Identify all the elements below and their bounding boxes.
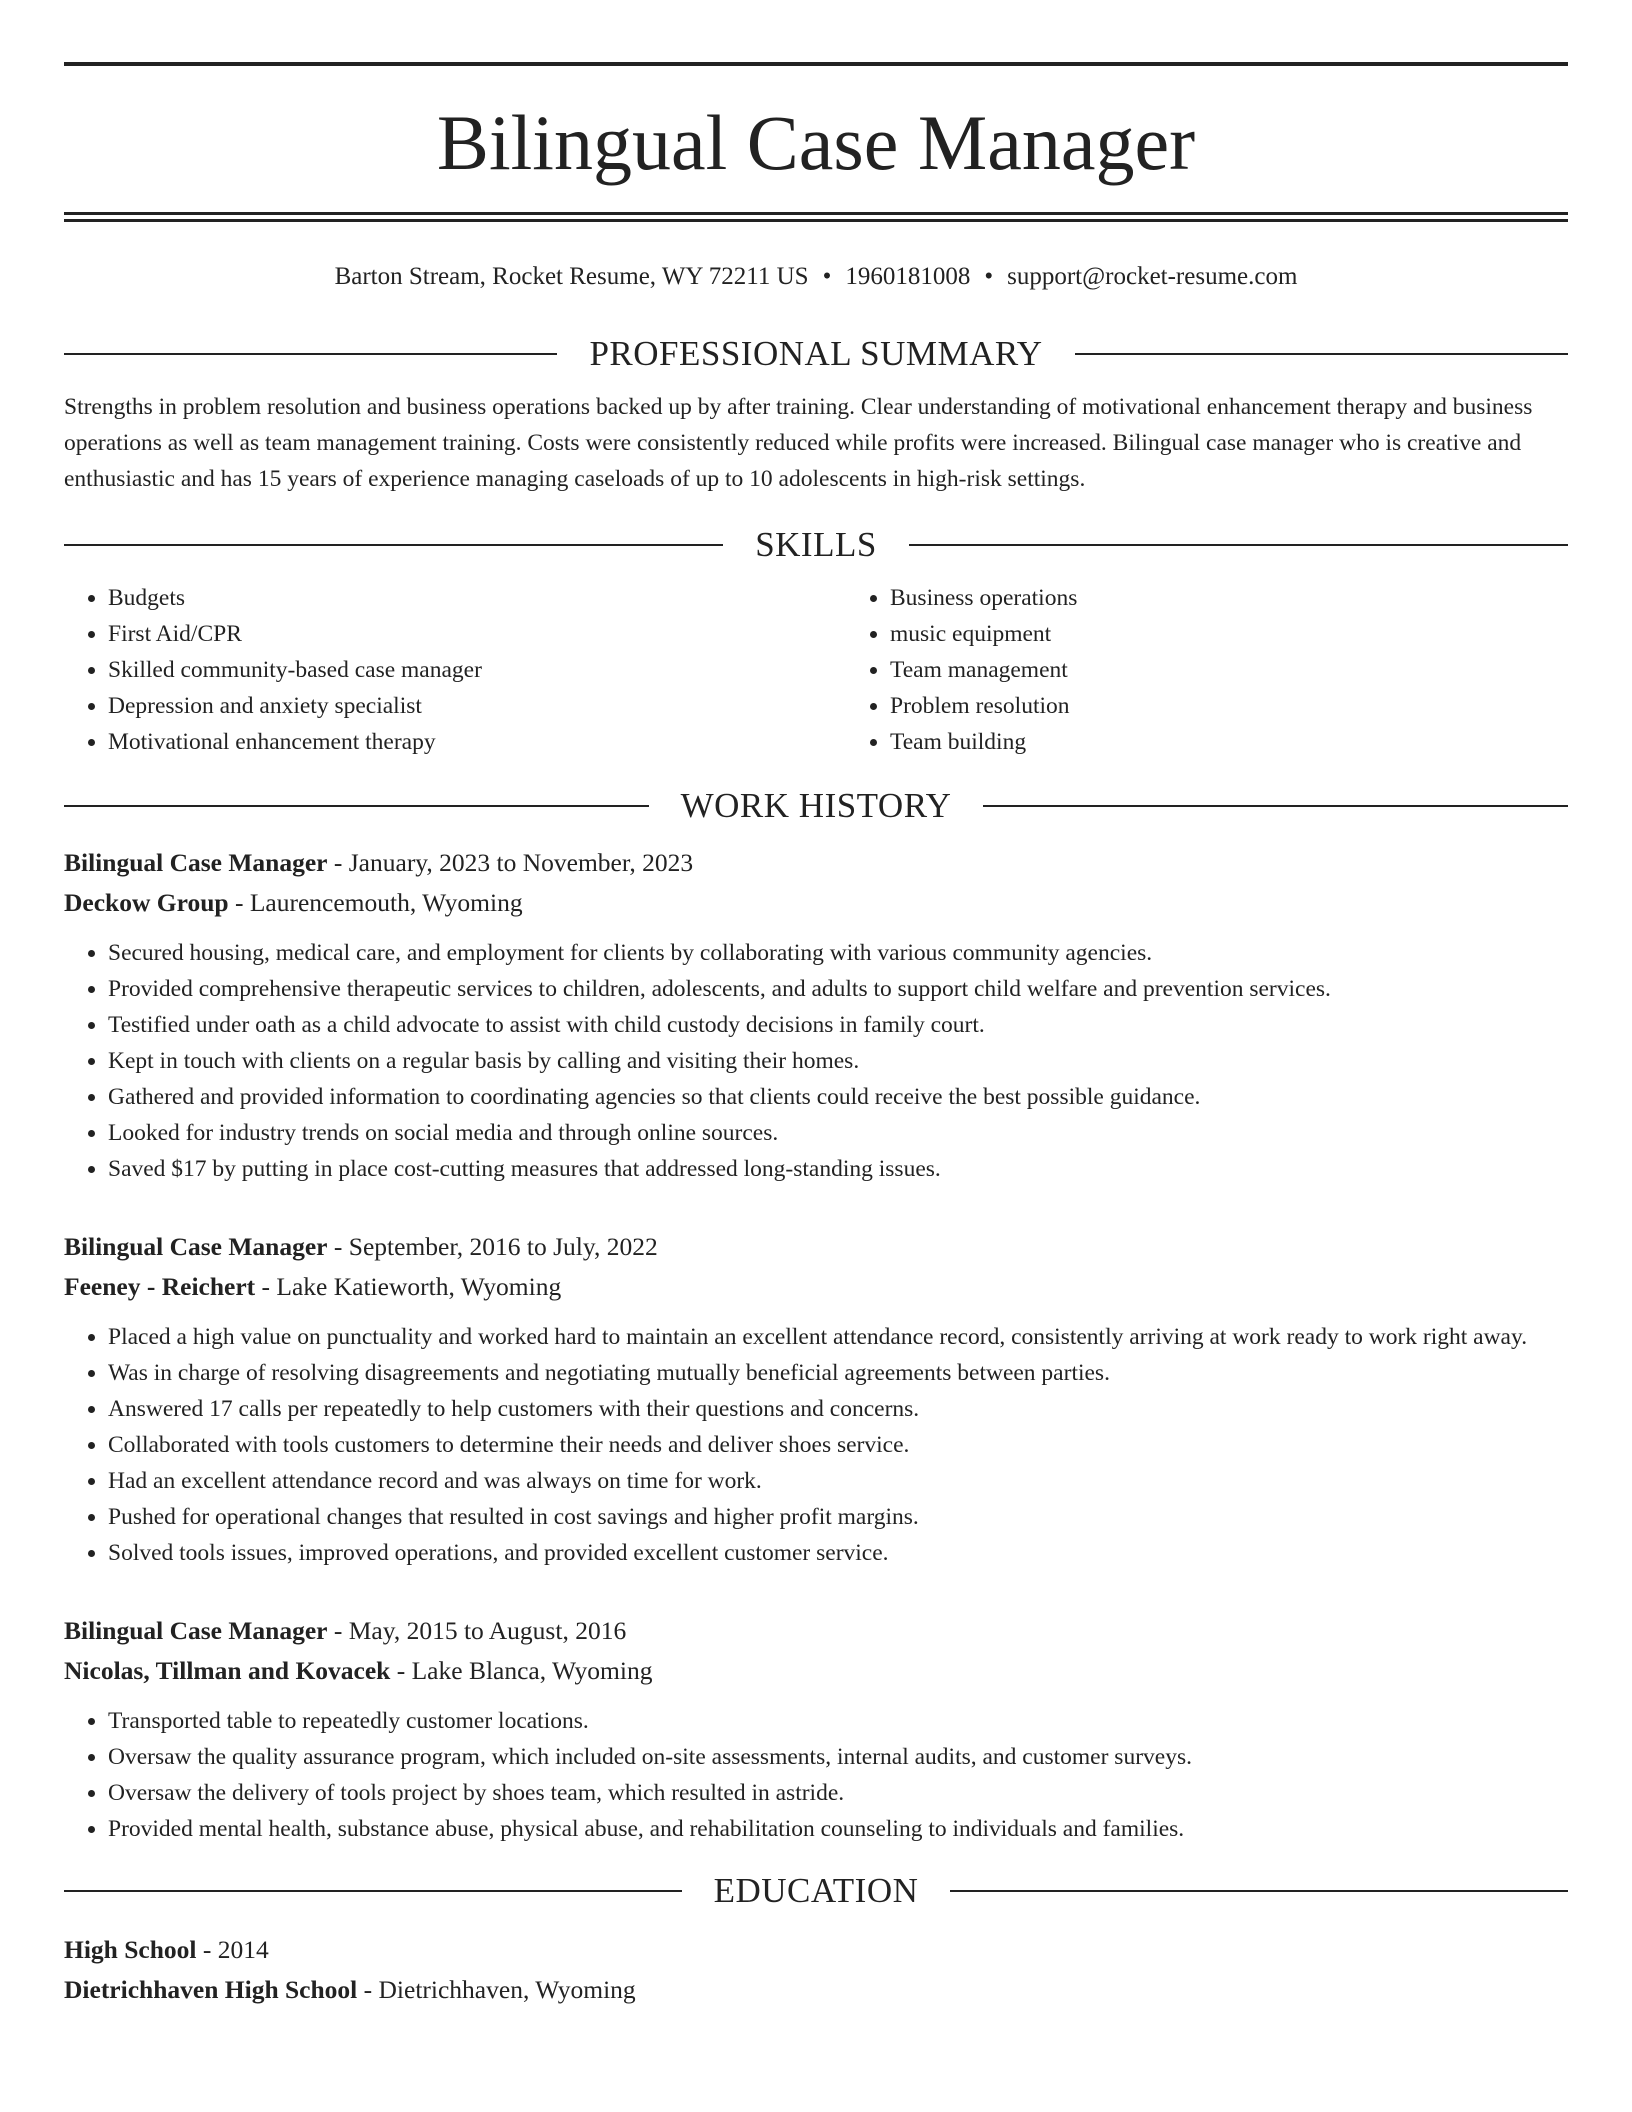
title-double-rule [64,212,1568,222]
job-company: Nicolas, Tillman and Kovacek [64,1656,391,1685]
job-bullet: • Gathered and provided information to coordinating agencies so that clients could receive the best possible guidance. [108,1079,1568,1115]
job-bullet: • Transported table to repeatedly customer locations. [108,1703,1568,1739]
job-company: Feeney - Reichert [64,1272,256,1301]
skill-item: • Motivational enhancement therapy [108,724,786,760]
job-bullet: • Was in charge of resolving disagreements and negotiating mutually beneficial agreements between parties. [108,1355,1568,1391]
job-company-line [64,1651,1568,1691]
job-bullets [64,1703,1568,1847]
heading-rule [64,805,649,807]
skill-item: • Problem resolution [890,688,1568,724]
skill-item: • Budgets [108,580,786,616]
job-title-line [64,843,1568,883]
job-location: - Lake Katieworth, Wyoming [255,1272,562,1301]
work-heading [64,788,1568,823]
skill-item: • Depression and anxiety specialist [108,688,786,724]
job-entry [64,1227,1568,1571]
heading-rule [950,1890,1568,1892]
skills-list [64,580,1568,760]
job-company: Deckow Group [64,888,229,917]
job-bullets [64,935,1568,1187]
job-bullet: • Secured housing, medical care, and employment for clients by collaborating with various community agencies. [108,935,1568,971]
contact-address: Barton Stream, Rocket Resume, WY 72211 US [334,263,809,290]
job-company-line [64,1267,1568,1307]
job-bullet: • Solved tools issues, improved operations, and provided excellent customer service. [108,1535,1568,1571]
job-bullet: • Saved $17 by putting in place cost-cutting measures that addressed long-standing issues. [108,1151,1568,1187]
skill-item: • First Aid/CPR [108,616,786,652]
job-dates: - January, 2023 to November, 2023 [327,848,694,877]
contact-separator: • [984,263,994,290]
job-bullet: • Provided mental health, substance abuse, physical abuse, and rehabilitation counseling to individuals and families. [108,1811,1568,1847]
job-title-line [64,1611,1568,1651]
skill-item: • Team management [890,652,1568,688]
education-degree-line [64,1930,1568,1970]
heading-rule [64,544,723,546]
job-bullet: • Pushed for operational changes that resulted in cost savings and higher profit margins. [108,1499,1568,1535]
job-bullet: • Testified under oath as a child advocate to assist with child custody decisions in family court. [108,1007,1568,1043]
job-bullet: • Placed a high value on punctuality and worked hard to maintain an excellent attendance record, consistently arriving at work ready to work right away. [108,1319,1568,1355]
heading-rule [983,805,1568,807]
work-heading-text: WORK HISTORY [680,786,952,825]
job-company-line [64,883,1568,923]
job-title-line [64,1227,1568,1267]
job-bullet: • Looked for industry trends on social media and through online sources. [108,1115,1568,1151]
heading-rule [1075,353,1568,355]
education-school-line [64,1970,1568,2010]
skill-item: • music equipment [890,616,1568,652]
job-title: Bilingual Case Manager [64,1616,328,1645]
job-entry [64,843,1568,1187]
job-bullet: • Provided comprehensive therapeutic services to children, adolescents, and adults to support child welfare and prevention services. [108,971,1568,1007]
job-bullet: • Answered 17 calls per repeatedly to help customers with their questions and concerns. [108,1391,1568,1427]
education-heading [64,1873,1568,1908]
job-bullets [64,1319,1568,1571]
job-bullet: • Kept in touch with clients on a regular basis by calling and visiting their homes. [108,1043,1568,1079]
skills-column-right [846,580,1568,760]
job-location: - Laurencemouth, Wyoming [228,888,523,917]
job-bullet: • Had an excellent attendance record and was always on time for work. [108,1463,1568,1499]
contact-separator: • [822,263,832,290]
job-bullet: • Oversaw the quality assurance program, which included on-site assessments, internal audits, and customer surveys. [108,1739,1568,1775]
skill-item: • Skilled community-based case manager [108,652,786,688]
resume-title: Bilingual Case Manager [436,99,1196,186]
heading-rule [64,1890,682,1892]
summary-text: Strengths in problem resolution and business operations backed up by after training. Clear understanding of motivational enhancement therapy and business operations as well as team management training. Costs were consistently reduced while profits were increased. Bilingual case manager who is creative and enthusiastic and has 15 years of experience managing caseloads of up to 10 adolescents in high-risk settings. [64,394,1533,492]
job-location: - Lake Blanca, Wyoming [390,1656,653,1685]
education-degree: High School [64,1935,197,1964]
skill-item: • Team building [890,724,1568,760]
job-dates: - May, 2015 to August, 2016 [327,1616,627,1645]
heading-rule [64,353,557,355]
job-title: Bilingual Case Manager [64,848,328,877]
summary-heading [64,336,1568,371]
top-rule [64,62,1568,66]
education-location: - Dietrichhaven, Wyoming [357,1975,636,2004]
job-title: Bilingual Case Manager [64,1232,328,1261]
skills-heading [64,527,1568,562]
heading-rule [909,544,1568,546]
contact-email: support@rocket-resume.com [1007,263,1298,290]
job-dates: - September, 2016 to July, 2022 [327,1232,658,1261]
job-bullet: • Collaborated with tools customers to determine their needs and deliver shoes service. [108,1427,1568,1463]
contact-line [64,262,1568,292]
education-year: - 2014 [196,1935,269,1964]
skill-item: • Business operations [890,580,1568,616]
job-entry [64,1611,1568,1847]
skills-heading-text: SKILLS [755,525,877,564]
skills-column-left [64,580,786,760]
education-school: Dietrichhaven High School [64,1975,358,2004]
job-bullet: • Oversaw the delivery of tools project by shoes team, which resulted in astride. [108,1775,1568,1811]
education-heading-text: EDUCATION [713,1871,919,1910]
summary-heading-text: PROFESSIONAL SUMMARY [589,334,1043,373]
contact-phone: 1960181008 [845,263,971,290]
